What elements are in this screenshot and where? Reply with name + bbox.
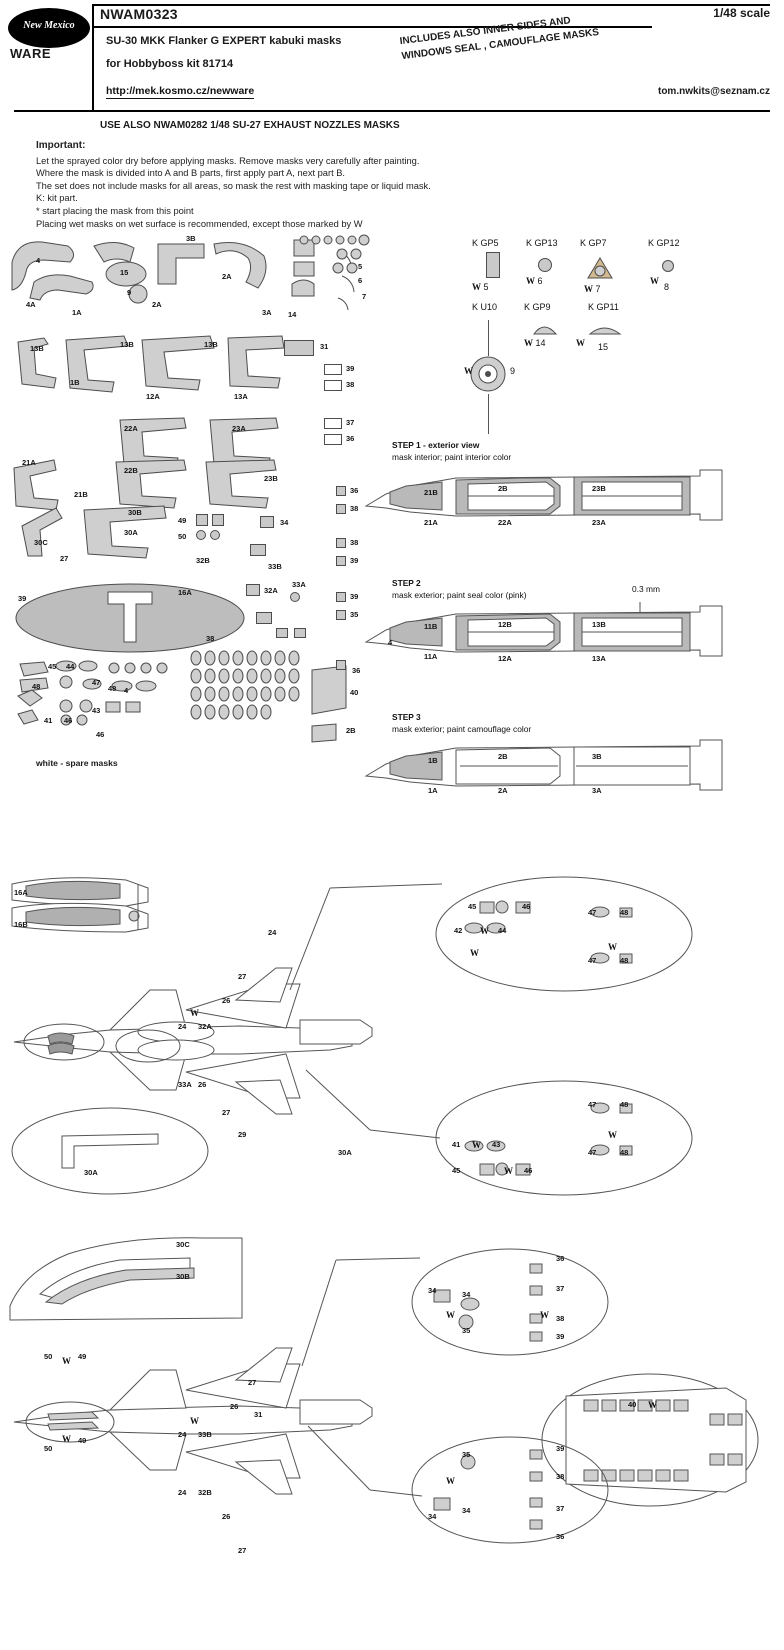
- step2-part-12b: 12B: [498, 620, 512, 629]
- mask-label-22a: 22A: [124, 424, 138, 433]
- w-mark-14: W: [524, 338, 533, 348]
- mask-label-37: 37: [346, 418, 355, 427]
- kpart-gp7-label: K GP7: [580, 238, 607, 248]
- kpart-gp5-num: 5: [483, 282, 489, 292]
- plan-label-28: 24: [268, 928, 277, 937]
- detail-w-6: W: [504, 1166, 513, 1176]
- mask-label-23a: 23A: [232, 424, 246, 433]
- detail2-label-48b: 48: [620, 1148, 629, 1157]
- detailb-w-2: W: [540, 1310, 549, 1320]
- detailb-label-38: 38: [556, 1314, 565, 1323]
- step1-part-21a: 21A: [424, 518, 438, 527]
- important-heading: Important:: [36, 140, 86, 151]
- intake-detail-16: [8, 872, 188, 952]
- detailb2-label-34: 34: [428, 1512, 437, 1521]
- detail2-label-47: 47: [588, 1100, 597, 1109]
- planb-label-49: 49: [78, 1352, 87, 1361]
- mask-cluster-row1: [8, 232, 378, 322]
- mask-label-21a: 21A: [22, 458, 36, 467]
- w-mark-7: W: [584, 284, 593, 294]
- step3-part-2b: 2B: [498, 752, 508, 761]
- kpart-gp7-shape: [586, 256, 614, 282]
- mask-label-7: 7: [362, 292, 367, 301]
- step3-title: STEP 3: [392, 712, 421, 722]
- mask-label-13a: 13A: [234, 392, 248, 401]
- mask-label-34: 34: [280, 518, 289, 527]
- step1-part-2b: 2B: [498, 484, 508, 493]
- mask-label-1a2: 1B: [70, 378, 80, 387]
- mask-label-16b: 38: [206, 634, 215, 643]
- important-line-5: Placing wet masks on wet surface is recommended, except those marked by W: [36, 218, 363, 229]
- mask-label-30b: 30B: [128, 508, 142, 517]
- step2-part-12a: 12A: [498, 654, 512, 663]
- step1-part-21b: 21B: [424, 488, 438, 497]
- mask-label-22b: 22B: [124, 466, 138, 475]
- detailb2-label-37: 37: [556, 1504, 565, 1513]
- planb-label-30c: 30C: [176, 1240, 190, 1249]
- mask-label-33b: 33B: [268, 562, 282, 571]
- mask-label-50: 50: [178, 532, 187, 541]
- step2-fuselage: [360, 602, 728, 680]
- mask-label-46b: 46: [96, 730, 105, 739]
- mask-cluster-grid: [186, 650, 316, 730]
- mask-label-4: 4: [36, 256, 41, 265]
- mask-label-48: 4: [124, 686, 129, 695]
- kpart-gp12-num: 8: [664, 282, 670, 292]
- mask-sq-extra1: [276, 628, 288, 638]
- step1-part-22a: 22A: [498, 518, 512, 527]
- mask-sq-33a: [246, 584, 260, 596]
- mask-label-39: 39: [346, 364, 355, 373]
- kpart-gp5-shape: [486, 252, 500, 278]
- detail-30a: [10, 1106, 210, 1196]
- mask-ellipse-16a: [12, 580, 252, 660]
- header-rule-top: [92, 4, 770, 6]
- mask-sq-49b: [212, 514, 224, 526]
- mask-label-40: 36: [352, 666, 361, 675]
- step3-part-2a: 2A: [498, 786, 508, 795]
- mask-dot-50a: [196, 530, 206, 540]
- step3-part-3a: 3A: [592, 786, 602, 795]
- mask-label-1a: 1A: [72, 308, 82, 317]
- planb-label-26: 26: [230, 1402, 239, 1411]
- detailb-label-37: 37: [556, 1284, 565, 1293]
- step2-part-13a: 13A: [592, 654, 606, 663]
- step1-sub: mask interior; paint interior color: [392, 452, 512, 462]
- mask-label-4a: 4A: [26, 300, 36, 309]
- mask-label-33a: 32A: [264, 586, 278, 595]
- detail-w-4: W: [608, 1130, 617, 1140]
- kpart-gp12-label: K GP12: [648, 238, 680, 248]
- detail2-label-43: 43: [492, 1140, 501, 1149]
- logo-ware: WARE: [10, 46, 51, 61]
- kpart-gp11-label: K GP11: [588, 302, 619, 312]
- detail-w-3: W: [608, 942, 617, 952]
- mask-sq-49a: [196, 514, 208, 526]
- mask-sq-38c: [336, 538, 346, 548]
- mask-label-2a: 2A: [152, 300, 162, 309]
- mask-label-6: 6: [358, 276, 363, 285]
- mask-label-3a: 3A: [262, 308, 272, 317]
- product-code: NWAM0323: [100, 6, 178, 22]
- mask-label-42: 45: [48, 662, 57, 671]
- mask-label-2b: 40: [350, 688, 359, 697]
- detailb-label-34b: 34: [462, 1290, 471, 1299]
- detail-label-47b: 47: [588, 956, 597, 965]
- detailb2-label-39: 39: [556, 1444, 565, 1453]
- detail2-label-47b: 47: [588, 1148, 597, 1157]
- important-line-0: Let the sprayed color dry before applying masks. Remove masks very carefully after painting.: [36, 155, 420, 166]
- detail-label-44: 44: [498, 926, 507, 935]
- use-also-note: USE ALSO NWAM0282 1/48 SU-27 EXHAUST NOZZLES MASKS: [100, 120, 400, 131]
- plan-label-24b: 33A: [178, 1080, 192, 1089]
- step2-part-11b: 11B: [424, 622, 438, 631]
- plan-w-1: W: [190, 1008, 199, 1018]
- detail-w-2: W: [470, 948, 479, 958]
- step3-part-3b: 3B: [592, 752, 602, 761]
- mask-label-30a: 30A: [124, 528, 138, 537]
- plan-label-26: 26: [222, 996, 231, 1005]
- kpart-gp9-label: K GP9: [524, 302, 551, 312]
- planb-label-26b: 26: [222, 1512, 231, 1521]
- planb-label-50b: 50: [44, 1444, 53, 1453]
- planb-label-27b: 27: [238, 1546, 247, 1555]
- planb-label-30b: 30B: [176, 1272, 190, 1281]
- plan-label-16b: 16B: [14, 920, 28, 929]
- mask-label-29: 2B: [346, 726, 356, 735]
- mask-label-15: 15: [120, 268, 129, 277]
- mask-sq-39d: [336, 592, 346, 602]
- important-line-2: The set does not include masks for all areas, so mask the rest with masking tape or liquid mask.: [36, 180, 431, 191]
- kpart-gp11-num: 15: [598, 342, 609, 352]
- mask-label-46: 46: [64, 716, 73, 725]
- mask-rect-38: [324, 380, 342, 391]
- mask-sq-33b: [250, 544, 266, 556]
- important-line-3: K: kit part.: [36, 193, 78, 204]
- step2-part-13b: 13B: [592, 620, 606, 629]
- mask-label-14: 14: [288, 310, 297, 319]
- mask-label-38c: 38: [350, 538, 359, 547]
- detail-w-1: W: [480, 926, 489, 936]
- kpart-u10-leader: [488, 320, 489, 356]
- kpart-gp13-label: K GP13: [526, 238, 558, 248]
- mask-wedge2: [310, 722, 340, 746]
- detail-w-5: W: [472, 1140, 481, 1150]
- detail-label-48: 48: [620, 908, 629, 917]
- step2-note: 0.3 mm: [632, 584, 660, 594]
- planb-w-1: W: [190, 1416, 199, 1426]
- mask-rect-36: [324, 434, 342, 445]
- mask-label-36: 36: [346, 434, 355, 443]
- mask-label-43: 43: [92, 706, 101, 715]
- logo-text: New Mexico: [23, 20, 75, 31]
- step3-part-1a: 1A: [428, 786, 438, 795]
- planb-label-49b: 49: [78, 1436, 87, 1445]
- kpart-gp12-shape: [662, 260, 674, 272]
- mask-label-30c: 30C: [34, 538, 48, 547]
- nose-profile: [4, 1232, 254, 1342]
- kpart-gp5-label: K GP5: [472, 238, 499, 248]
- mask-label-1b2: 13B: [30, 344, 44, 353]
- planb-w-3: W: [62, 1434, 71, 1444]
- detailb-label-34: 34: [428, 1286, 437, 1295]
- email-link[interactable]: tom.nwkits@seznam.cz: [657, 86, 770, 97]
- plan-label-32a2: 32A: [198, 1022, 212, 1031]
- mask-rect-37: [324, 418, 342, 429]
- plan-label-29b: 30A: [338, 1148, 352, 1157]
- header-rule-bottom: [14, 110, 770, 112]
- kpart-gp11-shape: [588, 322, 622, 338]
- brand-logo: [8, 6, 90, 68]
- step2-part-4: 4: [388, 638, 393, 647]
- planb-label-27: 27: [248, 1378, 257, 1387]
- mask-label-49: 49: [178, 516, 187, 525]
- mask-label-27: 27: [60, 554, 69, 563]
- planb-label-50: 50: [44, 1352, 53, 1361]
- mask-label-38b: 38: [350, 504, 359, 513]
- important-block: [36, 140, 556, 230]
- plan-label-24: 24: [178, 1022, 187, 1031]
- mask-label-12a: 12A: [146, 392, 160, 401]
- step1-fuselage: [360, 466, 728, 544]
- detail-label-47: 47: [588, 908, 597, 917]
- kpart-u10-leader2: [488, 394, 489, 434]
- scale-label: 1/48 scale: [713, 6, 770, 20]
- detailb-w-1: W: [446, 1310, 455, 1320]
- detail-label-48b: 48: [620, 956, 629, 965]
- plan-label-27: 27: [238, 972, 247, 981]
- detailb-label-35: 35: [462, 1326, 471, 1335]
- mask-sq-39c: [336, 556, 346, 566]
- mask-label-38d: 35: [350, 610, 359, 619]
- plan-label-26b: 27: [222, 1108, 231, 1117]
- plan-label-16a: 16A: [14, 888, 28, 897]
- planb-w-2: W: [62, 1356, 71, 1366]
- mask-rect-39: [324, 364, 342, 375]
- mask-sq-16b-part: [256, 612, 272, 624]
- detail-label-46: 46: [522, 902, 531, 911]
- plan-label-33a2: 26: [198, 1080, 207, 1089]
- step3-sub: mask exterior; paint camouflage color: [392, 724, 532, 734]
- detail2-label-45: 45: [452, 1166, 461, 1175]
- mask-label-31: 31: [320, 342, 329, 351]
- detailb-label-39: 39: [556, 1332, 565, 1341]
- leader-lines-bottom2: [300, 1420, 500, 1540]
- website-link[interactable]: http://mek.kosmo.cz/newware: [106, 85, 255, 97]
- planb-label-33b: 33B: [198, 1430, 212, 1439]
- mask-label-41: 41: [44, 716, 53, 725]
- mask-rect-31: [284, 340, 314, 356]
- mask-label-2a-2: 2A: [222, 272, 232, 281]
- step1-part-23a: 23A: [592, 518, 606, 527]
- mask-label-32b: 32B: [196, 556, 210, 565]
- mask-dot-35: [290, 592, 300, 602]
- planb-label-40: 40: [628, 1400, 637, 1409]
- mask-label-38: 38: [346, 380, 355, 389]
- detailb2-label-34b: 34: [462, 1506, 471, 1515]
- planb-label-31: 31: [254, 1410, 263, 1419]
- mask-sq-36c: [336, 660, 346, 670]
- detailb2-label-36: 36: [556, 1532, 565, 1541]
- mask-label-44: 47: [92, 678, 101, 687]
- plan-label-27b: 29: [238, 1130, 247, 1139]
- w-mark-15: W: [576, 338, 585, 348]
- mask-label-32a: 16A: [178, 588, 192, 597]
- planb-label-32b: 32B: [198, 1488, 212, 1497]
- kpart-u10-num: 9: [510, 366, 516, 376]
- step2-part-11a: 11A: [424, 652, 438, 661]
- mask-label-39d: 39: [350, 592, 359, 601]
- mask-label-16a: 39: [18, 594, 27, 603]
- leader-lines-mid2: [300, 1060, 500, 1180]
- mask-label-23b: 23B: [264, 474, 278, 483]
- mask-label-21b: 21B: [74, 490, 88, 499]
- kpart-gp13-num: 6: [537, 276, 543, 286]
- mask-label-9: 9: [127, 288, 132, 297]
- step1-title: STEP 1 - exterior view: [392, 440, 480, 450]
- kpart-gp9-shape: [532, 320, 558, 336]
- header-divider: [92, 4, 94, 110]
- mask-sq-38d: [336, 610, 346, 620]
- kpart-u10-shape: [468, 354, 508, 394]
- w-mark-5: W: [472, 282, 481, 292]
- mask-cluster-row2: [14, 330, 314, 400]
- mask-label-5: 5: [358, 262, 363, 271]
- detailb2-label-35: 35: [462, 1450, 471, 1459]
- mask-dot-50b: [210, 530, 220, 540]
- kpart-gp13-shape: [538, 258, 552, 272]
- important-line-4: * start placing the mask from this point: [36, 205, 194, 216]
- w-mark-8: W: [650, 276, 659, 286]
- plan-label-30a2: 30A: [84, 1168, 98, 1177]
- page-title: SU-30 MKK Flanker G EXPERT kabuki masks: [106, 35, 342, 47]
- step2-title: STEP 2: [392, 578, 421, 588]
- planb-label-24: 24: [178, 1430, 187, 1439]
- mask-label-3b: 3B: [186, 234, 196, 243]
- w-mark-6: W: [526, 276, 535, 286]
- mask-label-35: 33A: [292, 580, 306, 589]
- kit-subtitle: for Hobbyboss kit 81714: [106, 58, 234, 70]
- kpart-gp7-num: 7: [595, 284, 601, 294]
- mask-sq-34: [260, 516, 274, 528]
- planb-w-4: W: [648, 1400, 657, 1410]
- important-line-1: Where the mask is divided into A and B parts, first apply part A, next part B.: [36, 168, 346, 179]
- step3-fuselage: [360, 736, 728, 814]
- mask-sq-36b: [336, 486, 346, 496]
- mask-label-45: 44: [66, 662, 75, 671]
- mask-sq-extra2: [294, 628, 306, 638]
- mask-sq-38b: [336, 504, 346, 514]
- step2-sub: mask exterior; paint seal color (pink): [392, 590, 527, 600]
- kpart-u10-label: K U10: [472, 302, 498, 312]
- mask-label-13b: 13B: [120, 340, 134, 349]
- mask-label-36b: 36: [350, 486, 359, 495]
- w-mark-9: W: [464, 366, 473, 376]
- spare-masks-note: white - spare masks: [36, 758, 118, 768]
- planb-label-24b: 24: [178, 1488, 187, 1497]
- mask-label-13b-2: 13B: [204, 340, 218, 349]
- mask-cluster-small: [14, 658, 194, 728]
- step3-part-1b: 1B: [428, 756, 438, 765]
- detail2-label-46: 46: [524, 1166, 533, 1175]
- mask-label-39c: 39: [350, 556, 359, 565]
- kpart-gp9-num: 14: [535, 338, 546, 348]
- detail2-label-41: 41: [452, 1140, 461, 1149]
- detailb-w-3: W: [446, 1476, 455, 1486]
- detailb2-label-38: 38: [556, 1472, 565, 1481]
- detail-label-45: 45: [468, 902, 477, 911]
- leader-lines-mid: [270, 880, 470, 1000]
- mask-label-4b: 48: [32, 682, 41, 691]
- detailb-label-36: 36: [556, 1254, 565, 1263]
- includes-note: INCLUDES ALSO INNER SIDES AND WINDOWS SEAL , CAMOUFLAGE MASKS: [399, 15, 600, 63]
- detail2-label-48: 48: [620, 1100, 629, 1109]
- mask-label-47: 48: [108, 684, 117, 693]
- leader-lines-bottom: [290, 1250, 490, 1370]
- detail-label-42: 42: [454, 926, 463, 935]
- detail-circle-top: [434, 876, 694, 994]
- step1-part-23b: 23B: [592, 484, 606, 493]
